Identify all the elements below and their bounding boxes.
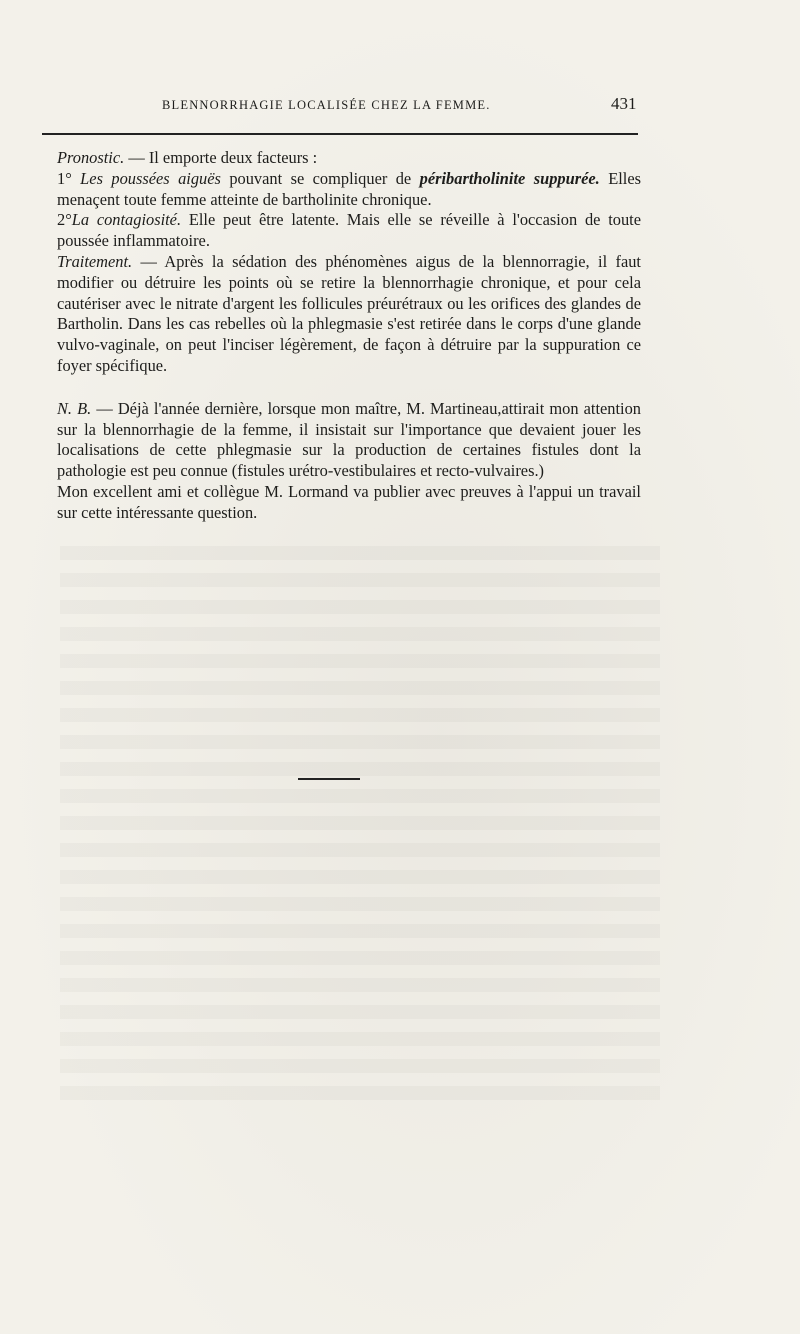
point-2-italic: La contagiosité.: [71, 210, 182, 230]
paragraph-prognosis: [57, 148, 641, 169]
prognosis-label: Pronostic.: [57, 148, 125, 167]
point-1-text: pouvant se compliquer de: [220, 168, 420, 188]
paragraph-treatment: [57, 252, 641, 377]
point-2-text: Elle peut être latente. Mais elle se réveille à l'occasion de toute poussée inflammatoire.: [57, 210, 641, 251]
paragraph-point-1: [57, 169, 641, 211]
point-2-number: 2°: [57, 210, 72, 230]
body-text: [57, 148, 641, 524]
closing-text: Mon excellent ami et collègue M. Lormand va publier avec preuves à l'appui un travail sur cette intéressante question.: [57, 481, 641, 522]
end-rule: [298, 778, 360, 780]
running-header: BLENNORRHAGIE LOCALISÉE CHEZ LA FEMME.: [162, 98, 491, 112]
paragraph-nota-bene: [57, 399, 641, 482]
nota-bene-label: N. B.: [57, 398, 92, 418]
paragraph-point-2: [57, 210, 641, 252]
paragraph-closing: [57, 482, 641, 524]
point-1-rest: Elles menaçent toute femme atteinte de bartholinite chronique.: [57, 168, 641, 209]
point-1-number: 1°: [57, 168, 72, 188]
prognosis-text: — Il emporte deux facteurs :: [124, 148, 318, 167]
page-number: 431: [611, 94, 637, 113]
bleed-through-background: [60, 540, 660, 1100]
header-rule: [42, 133, 638, 135]
point-1-italic: Les poussées aiguës: [71, 168, 221, 188]
treatment-label: Traitement.: [57, 251, 133, 271]
point-1-emphasis: péribartholinite suppurée.: [419, 168, 600, 188]
nota-bene-text: — Déjà l'année dernière, lorsque mon maître, M. Martineau,attirait mon attention sur la blennorrhagie de la femme, il insistait sur l'importance que devaient jouer les localisations de cette phlegmasie sur la production de certaines fistules dont la pathologie est peu connue (fistules urétro-vestibulaires et recto-vulvaires.): [57, 398, 641, 481]
treatment-text: — Après la sédation des phénomènes aigus de la blennorragie, il faut modifier ou détruire les points où se retire la blennorrhagie chronique, et pour cela cautériser avec le nitrate d'argent les follicules préurétraux ou les orifices des glandes de Bartholin. Dans les cas rebelles où la phlegmasie s'est retirée dans le corps d'une glande vulvo-vaginale, on peut l'inciser légèrement, de façon à détruire par la suppuration ce foyer spécifique.: [57, 251, 641, 375]
